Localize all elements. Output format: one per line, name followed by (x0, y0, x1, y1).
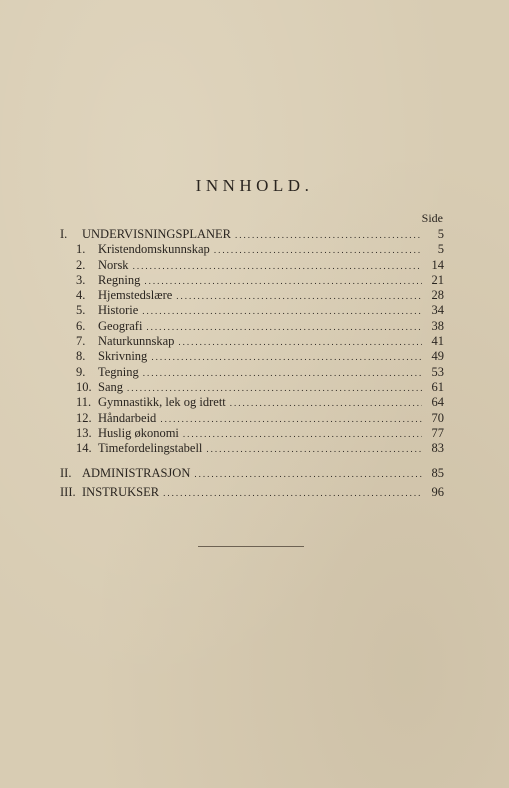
toc-item-label: Timefordelingstabell (98, 441, 203, 456)
toc-page-number: 38 (431, 318, 444, 333)
toc-leader-dots (206, 442, 422, 457)
toc-leader-dots (235, 228, 422, 243)
toc-leader-dots (214, 243, 422, 258)
toc-item-number: 7. (76, 334, 86, 349)
toc-page-number: 28 (431, 288, 444, 303)
section-spacer (60, 456, 444, 466)
toc-item-label: Naturkunnskap (98, 334, 175, 349)
toc-item-row (60, 273, 444, 288)
toc-leader-dots (151, 350, 422, 365)
toc-item-label: Tegning (98, 364, 139, 379)
toc-leader-dots (183, 427, 422, 442)
toc-item-number: 1. (76, 242, 86, 257)
toc-item-label: Kristendomskunnskap (98, 242, 210, 257)
toc-item-number: 11. (76, 395, 92, 410)
toc-page-number: 85 (431, 466, 444, 481)
toc-item-number: 13. (76, 425, 92, 440)
toc-item-row (60, 288, 444, 303)
toc-item-number: 6. (76, 318, 86, 333)
toc-leader-dots (194, 467, 422, 482)
toc-section-row (60, 485, 444, 500)
table-of-contents (60, 227, 444, 500)
page-column-label: Side (421, 211, 443, 225)
toc-item-row (60, 334, 444, 349)
toc-item-row (60, 380, 444, 395)
toc-item-label: Norsk (98, 257, 129, 272)
toc-item-number: 5. (76, 303, 86, 318)
toc-leader-dots (160, 412, 422, 427)
toc-item-number: 12. (76, 410, 92, 425)
toc-item-row (60, 441, 444, 456)
toc-item-number: 14. (76, 441, 92, 456)
toc-item-label: Gymnastikk, lek og idrett (98, 395, 226, 410)
toc-page-number: 64 (431, 395, 444, 410)
toc-page-number: 61 (431, 379, 444, 394)
toc-section-number: II. (60, 466, 72, 481)
toc-page-number: 96 (431, 484, 444, 499)
toc-item-row (60, 349, 444, 364)
toc-page-number: 14 (431, 257, 444, 272)
toc-item-label: Sang (98, 379, 123, 394)
toc-leader-dots (146, 320, 422, 335)
toc-section-label: ADMINISTRASJON (82, 466, 191, 481)
toc-section-label: UNDERVISNINGSPLANER (82, 227, 232, 241)
toc-item-label: Historie (98, 303, 139, 318)
toc-leader-dots (144, 274, 422, 289)
toc-leader-dots (163, 486, 422, 501)
toc-section-label: INSTRUKSER (82, 484, 160, 499)
toc-page-number: 83 (431, 441, 444, 456)
toc-section-row (60, 466, 444, 481)
toc-leader-dots (143, 366, 422, 381)
toc-item-number: 3. (76, 272, 86, 287)
toc-leader-dots (133, 259, 422, 274)
toc-page-number: 5 (437, 242, 444, 257)
toc-item-label: Regning (98, 272, 141, 287)
toc-item-row (60, 365, 444, 380)
toc-item-row (60, 242, 444, 257)
toc-leader-dots (178, 335, 422, 350)
toc-page-number: 49 (431, 349, 444, 364)
toc-item-number: 4. (76, 288, 86, 303)
toc-leader-dots (142, 304, 422, 319)
toc-page-number: 41 (431, 334, 444, 349)
toc-item-row (60, 258, 444, 273)
toc-item-label: Huslig økonomi (98, 425, 179, 440)
toc-section-number: I. (60, 227, 68, 241)
toc-item-number: 2. (76, 257, 86, 272)
toc-page-number: 34 (431, 303, 444, 318)
toc-section-row (60, 227, 444, 242)
divider-rule (198, 546, 304, 547)
toc-item-label: Geografi (98, 318, 143, 333)
toc-page-number: 5 (437, 227, 444, 241)
toc-item-number: 9. (76, 364, 86, 379)
toc-page-number: 77 (431, 425, 444, 440)
toc-item-row (60, 426, 444, 441)
toc-item-row (60, 319, 444, 334)
toc-item-label: Hjemstedslære (98, 288, 173, 303)
page-title: INNHOLD. (195, 176, 314, 195)
toc-item-label: Skrivning (98, 349, 148, 364)
toc-page-number: 21 (431, 272, 444, 287)
toc-item-row (60, 395, 444, 410)
toc-page-number: 53 (431, 364, 444, 379)
toc-leader-dots (230, 396, 422, 411)
toc-item-label: Håndarbeid (98, 410, 157, 425)
toc-leader-dots (127, 381, 422, 396)
toc-page-number: 70 (431, 410, 444, 425)
toc-item-number: 8. (76, 349, 86, 364)
toc-section-number: III. (60, 484, 76, 499)
toc-leader-dots (176, 289, 422, 304)
toc-item-row (60, 303, 444, 318)
toc-item-number: 10. (76, 379, 92, 394)
toc-item-row (60, 411, 444, 426)
